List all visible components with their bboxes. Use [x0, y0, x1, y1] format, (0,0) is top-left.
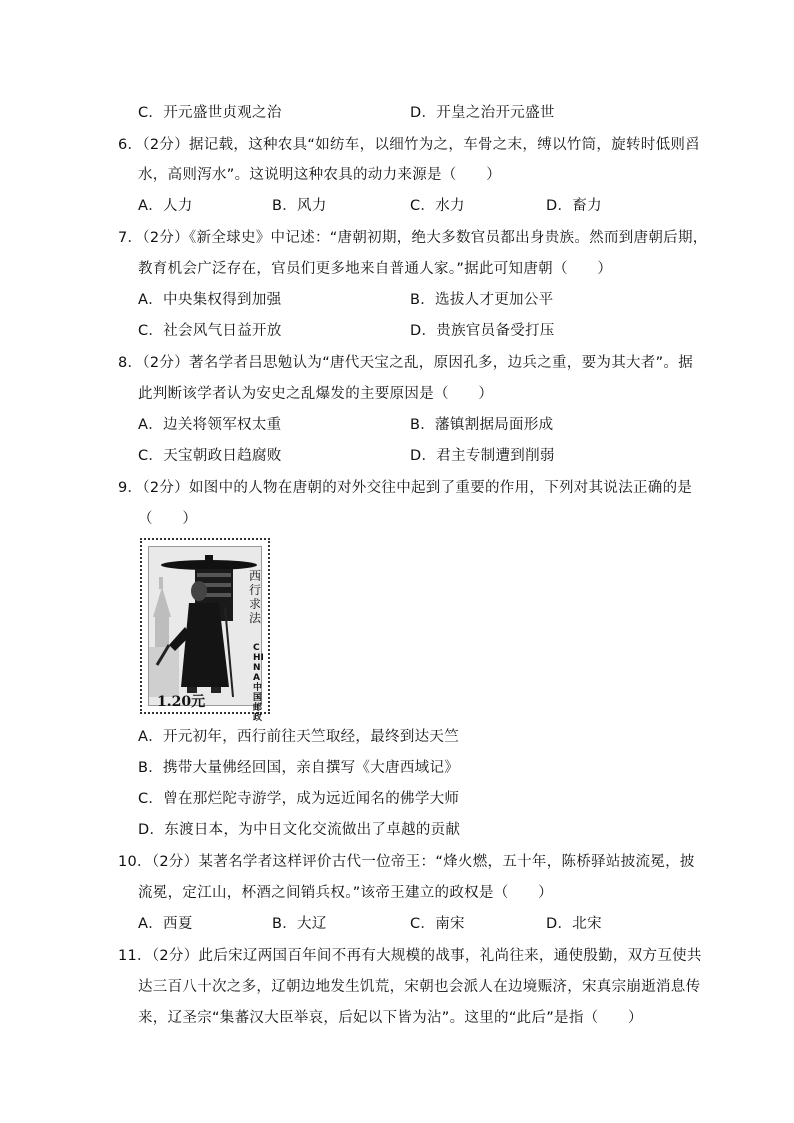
text-line: B．大辽 [272, 916, 327, 932]
text-line: C．曾在那烂陀寺游学，成为远近闻名的佛学大师 [138, 791, 460, 807]
text-line: A．人力 [138, 198, 193, 214]
text-line: C．水力 [410, 198, 465, 214]
text-line: A．中央集权得到加强 [138, 292, 282, 308]
stamp-picture [148, 546, 264, 723]
monk-illustration [149, 547, 265, 709]
text-line: A．西夏 [138, 916, 193, 932]
text-line: B．藩镇割据局面形成 [410, 417, 554, 433]
text-line: 水，高则泻水”。这说明这种农具的动力来源是（ ） [138, 167, 502, 183]
text-line: 来，辽圣宗“集蕃汉大臣举哀，后妃以下皆为沾”。这里的“此后”是指（ ） [138, 1010, 643, 1026]
text-line: 7．（2分）《新全球史》中记述：“唐朝初期，绝大多数官员都出身贵族。然而到唐朝后期， [118, 230, 708, 246]
text-line: 10．（2分）某著名学者这样评价古代一位帝王：“烽火燃，五十年，陈桥驿站披流冕，披 [118, 854, 695, 870]
text-line: 教育机会广泛存在，官员们更多地来自普通人家。”据此可知唐朝（ ） [138, 261, 613, 277]
text-line: D．君主专制遭到削弱 [410, 448, 555, 464]
text-line: 此判断该学者认为安史之乱爆发的主要原因是（ ） [138, 386, 494, 402]
text-line: D．畜力 [546, 198, 602, 214]
text-line: 8．（2分）著名学者吕思勉认为“唐代天宝之乱，原因孔多，边兵之重，要为其大者”。据 [118, 355, 694, 371]
text-line: 9．（2分）如图中的人物在唐朝的对外交往中起到了重要的作用，下列对其说法正确的是 [118, 480, 693, 496]
stamp-image [140, 538, 270, 723]
text-line: C．天宝朝政日趋腐败 [138, 448, 282, 464]
text-line: B．选拔人才更加公平 [410, 292, 554, 308]
text-line: D．北宋 [546, 916, 602, 932]
text-line: C．南宋 [410, 916, 465, 932]
text-line: A．边关将领军权太重 [138, 417, 282, 433]
text-line: C．开元盛世贞观之治 [138, 105, 282, 121]
text-line: D．开皇之治开元盛世 [410, 105, 555, 121]
text-line: D．东渡日本，为中日文化交流做出了卓越的贡献 [138, 822, 461, 838]
text-line: 达三百八十次之多，辽朝边地发生饥荒，宋朝也会派人在边境赈济，宋真宗崩逝消息传 [138, 979, 701, 995]
text-line: B．风力 [272, 198, 327, 214]
text-line: A．开元初年，西行前往天竺取经，最终到达天竺 [138, 729, 460, 745]
stamp-country-label: CHINA中国邮政 [253, 643, 264, 723]
text-line: C．社会风气日益开放 [138, 323, 282, 339]
text-line: （ ） [138, 511, 198, 527]
text-line: 11．（2分）此后宋辽两国百年间不再有大规模的战事，礼尚往来，通使殷勤，双方互使共 [118, 948, 702, 964]
text-line: D．贵族官员备受打压 [410, 323, 555, 339]
stamp-face-value: 1.20元 [157, 694, 206, 710]
text-line: 6．（2分）据记载，这种农具“如纺车，以细竹为之，车骨之末，缚以竹筒，旋转时低则舀 [118, 137, 701, 153]
stamp-title: 西行求法 [249, 569, 262, 625]
text-line: 流冕，定江山，杯酒之间销兵权。”该帝王建立的政权是（ ） [138, 885, 553, 901]
text-line: B．携带大量佛经回国，亲自撰写《大唐西域记》 [138, 760, 460, 776]
